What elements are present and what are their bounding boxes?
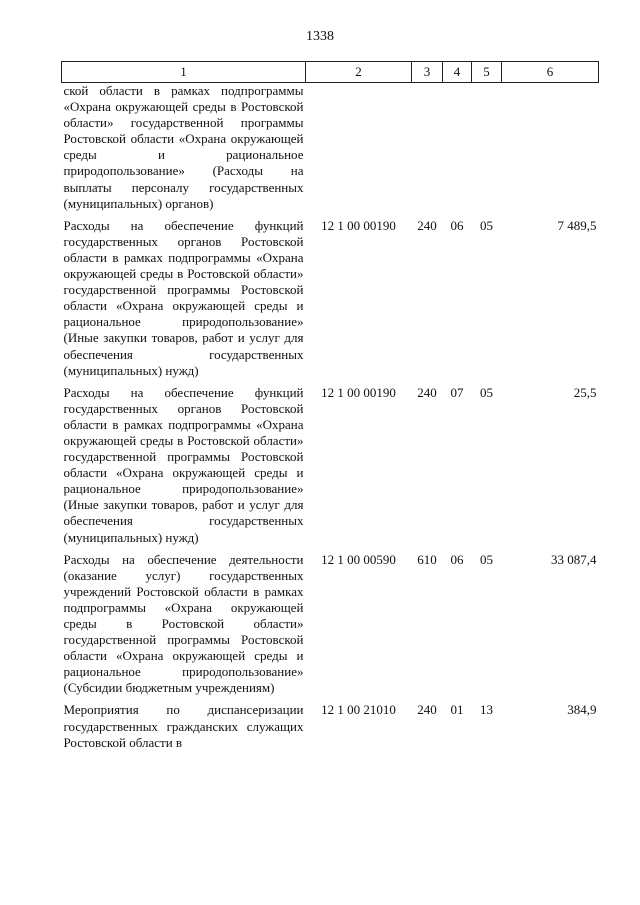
budget-table [61, 61, 599, 757]
row-subsection: 05 [480, 384, 493, 400]
table-row [62, 385, 599, 552]
row-amount: 25,5 [573, 384, 597, 400]
row-description: Расходы на обеспечение функций государственных органов Ростовской области в рамках подпрограммы «Охрана окружающей среды в Ростовской области» государственной программы Ростовской области «Охрана окружающей среды и рациональное природопользование» (Иные закупки товаров, работ и услуг для обеспечения государственных (муниципальных) нужд) [63, 217, 304, 378]
row-target-code: 12 1 00 21010 [321, 702, 396, 718]
table-body [62, 83, 599, 757]
row-section [443, 83, 472, 218]
table-row [62, 218, 599, 385]
row-subsection: 13 [480, 702, 493, 718]
header-col-6: 6 [502, 62, 599, 83]
header-col-2: 2 [306, 62, 412, 83]
row-target-code: 12 1 00 00590 [321, 551, 396, 567]
row-subsection: 05 [480, 551, 493, 567]
header-col-1: 1 [62, 62, 306, 83]
page-number: 1338 [306, 29, 334, 44]
row-subsection [472, 83, 502, 218]
row-amount [502, 83, 599, 218]
row-section: 06 [450, 551, 464, 567]
row-section: 07 [450, 384, 464, 400]
row-description: Мероприятия по диспансеризации государственных гражданских служащих Ростовской области в [63, 702, 304, 750]
row-expense-type [412, 83, 443, 218]
header-col-3: 3 [412, 62, 443, 83]
row-amount: 33 087,4 [551, 551, 597, 567]
row-description: ской области в рамках подпрограммы «Охрана окружающей среды в Ростовской области» государственной программы Ростовской области «Охрана окружающей среды и рациональное природопользование» (Расходы на выплаты персоналу государственных (муниципальных) органов) [63, 83, 304, 211]
row-section: 01 [450, 702, 464, 718]
row-description: Расходы на обеспечение функций государственных органов Ростовской области в рамках подпрограммы «Охрана окружающей среды в Ростовской области» государственной программы Ростовской области «Охрана окружающей среды и рациональное природопользование» (Иные закупки товаров, работ и услуг для обеспечения государственных (муниципальных) нужд) [63, 384, 304, 545]
row-amount: 7 489,5 [557, 217, 597, 233]
row-description: Расходы на обеспечение деятельности (оказание услуг) государственных учреждений Ростовской области в рамках подпрограммы «Охрана окружающей среды в Ростовской области» государственной программы Ростовской области «Охрана окружающей среды и рациональное природопользование» (Субсидии бюджетным учреждениям) [63, 551, 304, 696]
header-col-4: 4 [443, 62, 472, 83]
row-section: 06 [450, 217, 464, 233]
row-target-code: 12 1 00 00190 [321, 217, 396, 233]
row-expense-type: 240 [417, 217, 437, 233]
table-header [62, 62, 599, 83]
table-row [62, 552, 599, 703]
header-row [62, 62, 599, 83]
table-row [62, 702, 599, 756]
row-target-code [306, 83, 412, 218]
header-col-5: 5 [472, 62, 502, 83]
row-target-code: 12 1 00 00190 [321, 384, 396, 400]
row-subsection: 05 [480, 217, 493, 233]
row-amount: 384,9 [567, 702, 597, 718]
table-row [62, 83, 599, 218]
row-expense-type: 240 [417, 384, 437, 400]
row-expense-type: 240 [417, 702, 437, 718]
row-expense-type: 610 [417, 551, 437, 567]
